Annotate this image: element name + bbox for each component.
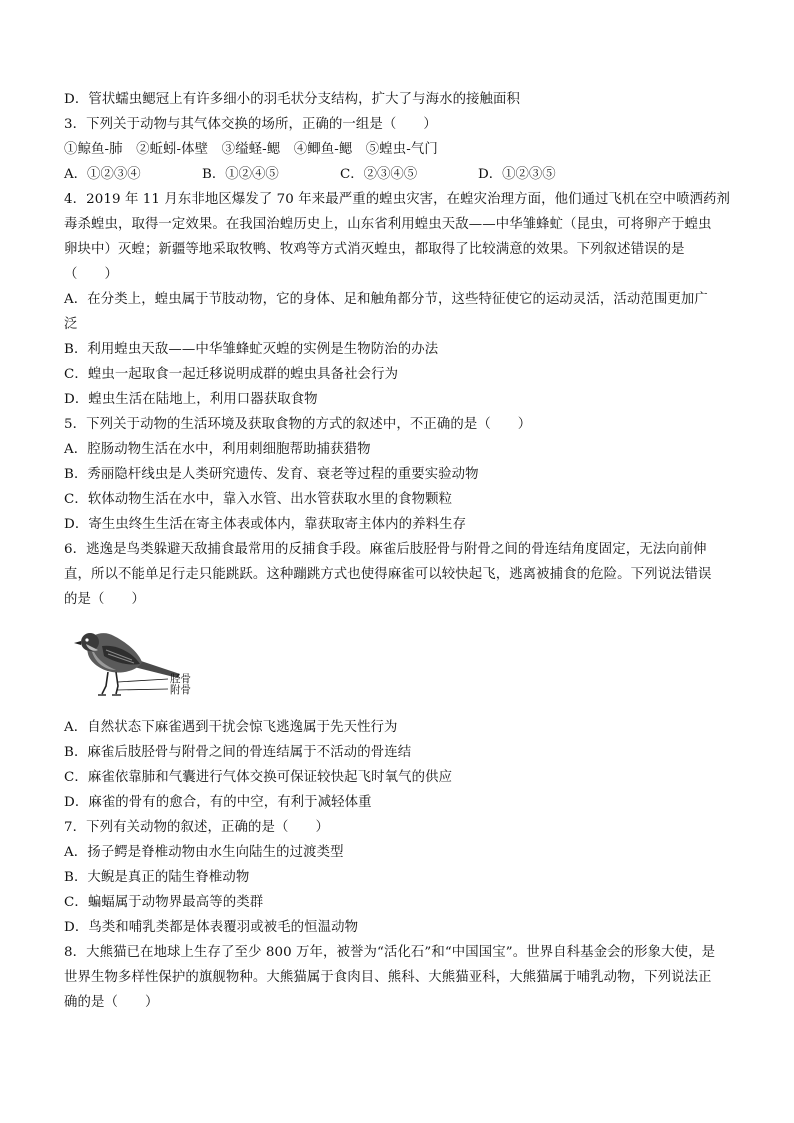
q7-option-b: B．大鲵是真正的陆生脊椎动物 — [64, 870, 250, 885]
q2-option-d: D．管状蠕虫鳃冠上有许多细小的羽毛状分支结构，扩大了与海水的接触面积 — [64, 92, 521, 107]
q5-option-a: A．腔肠动物生活在水中，利用刺细胞帮助捕获猎物 — [64, 442, 371, 457]
q4-stem-line-4: （ ） — [64, 267, 118, 282]
q5-stem: 5．下列关于动物的生活环境及获取食物的方式的叙述中，不正确的是（ ） — [64, 417, 532, 432]
q4-stem-line-2: 毒杀蝗虫，取得一定效果。在我国治蝗历史上，山东省利用蝗虫天敌——中华雏蜂虻（昆虫，可将卵产于蝗虫 — [64, 217, 712, 232]
q7-option-c: C．蝙蝠属于动物界最高等的类群 — [64, 895, 264, 910]
q3-option-c: C．②③④⑤ — [340, 167, 418, 182]
q3-items: ①鲸鱼-肺 ②蚯蚓-体壁 ③缢蛏-鳃 ④鲫鱼-鳃 ⑤蝗虫-气门 — [64, 142, 438, 157]
q4-stem-line-1: 4．2019 年 11 月东非地区爆发了 70 年来最严重的蝗虫灾害，在蝗灾治理方面，他们通过飞机在空中喷洒药剂 — [64, 192, 730, 207]
q6-stem-line-1: 6．逃逸是鸟类躲避天敌捕食最常用的反捕食手段。麻雀后肢胫骨与附骨之间的骨连结角度固定，无法向前伸 — [64, 542, 707, 557]
q6-option-b: B．麻雀后肢胫骨与附骨之间的骨连结属于不活动的骨连结 — [64, 745, 412, 760]
q8-stem-line-1: 8．大熊猫已在地球上生存了至少 800 万年，被誉为“活化石”和“中国国宝”。世界自科基金会的形象大使，是 — [64, 945, 716, 960]
q8-stem-line-3: 确的是（ ） — [64, 995, 159, 1010]
q7-option-a: A．扬子鳄是脊椎动物由水生向陆生的过渡类型 — [64, 845, 344, 860]
q3-option-d: D．①②③⑤ — [478, 167, 556, 182]
q3-option-b: B．①②④⑤ — [202, 167, 279, 182]
q3-option-a: A．①②③④ — [64, 167, 141, 182]
q4-option-a: A．在分类上，蝗虫属于节肢动物，它的身体、足和触角都分节，这些特征使它的运动灵活，活动范围更加广 — [64, 292, 708, 307]
q6-stem-line-3: 的是（ ） — [64, 592, 145, 607]
q6-stem-line-2: 直，所以不能单足行走只能跳跃。这种蹦跳方式也使得麻雀可以较快起飞，逃离被捕食的危险。下列说法错误 — [64, 567, 712, 582]
q3-stem: 3．下列关于动物与其气体交换的场所，正确的一组是（ ） — [64, 117, 437, 132]
sparrow-figure — [72, 622, 202, 700]
q4-option-a-cont: 泛 — [64, 317, 78, 332]
q7-stem: 7．下列有关动物的叙述，正确的是（ ） — [64, 820, 329, 835]
q3-options — [64, 165, 556, 185]
q4-stem-line-3: 卵块中）灭蝗；新疆等地采取牧鸭、牧鸡等方式消灭蝗虫，都取得了比较满意的效果。下列叙述错误的是 — [64, 242, 685, 257]
q5-option-c: C．软体动物生活在水中，靠入水管、出水管获取水里的食物颗粒 — [64, 492, 453, 507]
q4-option-c: C．蝗虫一起取食一起迁移说明成群的蝗虫具备社会行为 — [64, 367, 399, 382]
q5-option-b: B．秀丽隐杆线虫是人类研究遗传、发育、衰老等过程的重要实验动物 — [64, 467, 479, 482]
q6-option-d: D．麻雀的骨有的愈合，有的中空，有利于减轻体重 — [64, 795, 372, 810]
q5-option-d: D．寄生虫终生生活在寄主体表或体内，靠获取寄主体内的养料生存 — [64, 517, 467, 532]
q4-option-b: B．利用蝗虫天敌——中华雏蜂虻灭蝗的实例是生物防治的办法 — [64, 342, 439, 357]
label-tibia: 胫骨 — [170, 673, 191, 685]
q4-option-d: D．蝗虫生活在陆地上，利用口器获取食物 — [64, 392, 318, 407]
label-tarsus: 附骨 — [170, 684, 191, 696]
q7-option-d: D．鸟类和哺乳类都是体表覆羽或被毛的恒温动物 — [64, 920, 359, 935]
q6-option-c: C．麻雀依靠肺和气囊进行气体交换可保证较快起飞时氧气的供应 — [64, 770, 453, 785]
q6-option-a: A．自然状态下麻雀遇到干扰会惊飞逃逸属于先天性行为 — [64, 720, 398, 735]
q8-stem-line-2: 世界生物多样性保护的旗舰物种。大熊猫属于食肉目、熊科、大熊猫亚科，大熊猫属于哺乳动物，下列说法正 — [64, 970, 712, 985]
